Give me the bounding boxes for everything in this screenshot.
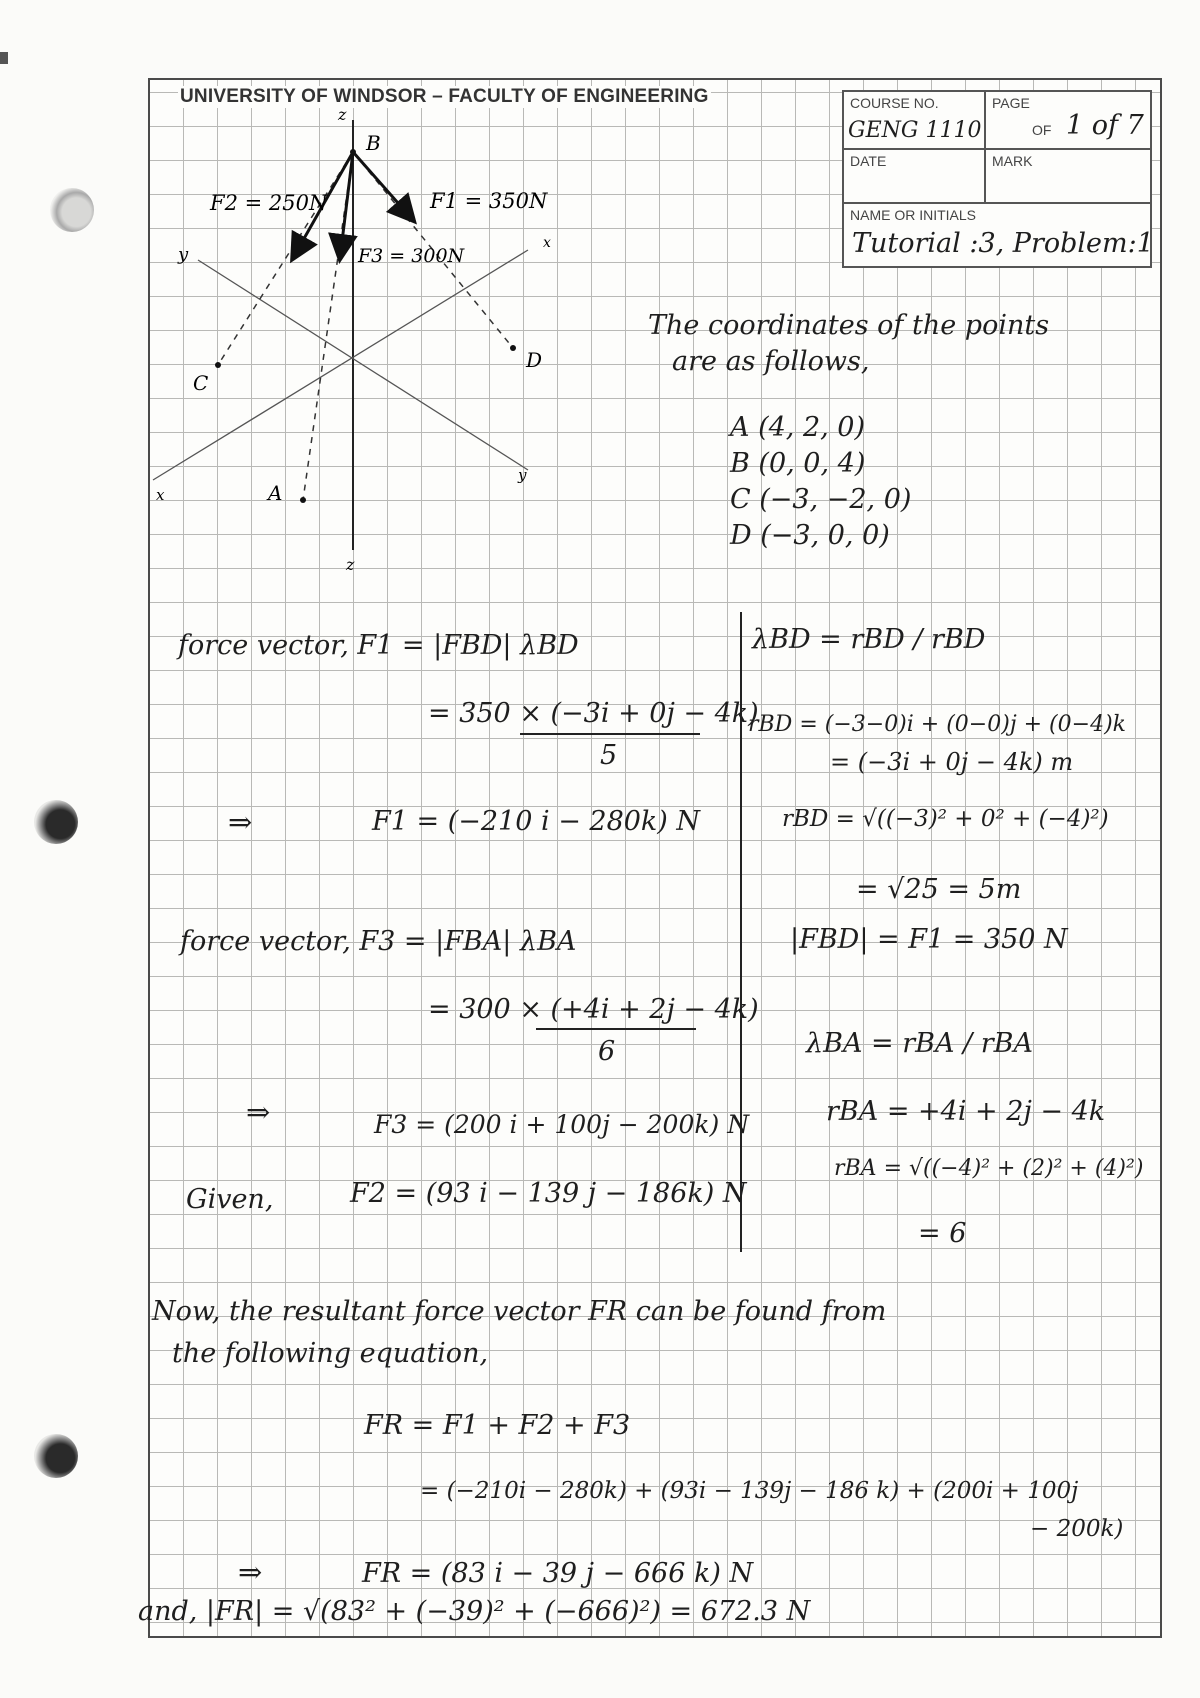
f3-denominator: 6 (598, 1036, 616, 1067)
f3-fraction-bar (536, 1028, 696, 1030)
f2-given: F2 = (93 i − 139 j − 186k) N (350, 1178, 747, 1209)
f1-definition: force vector, F1 = |FBD| λBD (178, 630, 579, 661)
bc-dashed (218, 152, 353, 365)
resultant-substitution: = (−210i − 280k) + (93i − 139j − 186 k) + (200i + 100j (420, 1478, 1079, 1504)
x-axis-line (198, 260, 528, 470)
page-of-label: OF (1032, 122, 1052, 138)
university-header: UNIVERSITY OF WINDSOR – FACULTY OF ENGINEERING (180, 86, 709, 107)
label-b: B (366, 131, 381, 155)
axis-x-right: x (543, 235, 551, 251)
page-label: PAGE (992, 95, 1030, 111)
r-bd-magnitude-value: = √25 = 5m (856, 874, 1022, 905)
label-d: D (526, 348, 543, 372)
f1-fraction-bar (520, 733, 700, 735)
given-label: Given, (186, 1184, 274, 1215)
course-value: GENG 1110 (848, 118, 982, 143)
punch-hole-top (50, 188, 94, 232)
f3-result: F3 = (200 i + 100j − 200k) N (374, 1110, 750, 1139)
r-ba-vector: rBA = +4i + 2j − 4k (826, 1096, 1106, 1127)
axis-z-top: z (338, 105, 347, 124)
resultant-intro-1: Now, the resultant force vector FR can be found from (152, 1296, 887, 1327)
coord-a: A (4, 2, 0) (730, 412, 866, 443)
label-c: C (193, 371, 209, 395)
label-f2: F2 = 250N (210, 191, 328, 215)
course-label: COURSE NO. (850, 95, 939, 111)
f1-expression: = 350 × (−3i + 0j − 4k) (428, 698, 759, 729)
course-box (842, 90, 988, 152)
name-box (842, 202, 1152, 268)
page-box (984, 90, 1152, 152)
resultant-equation: FR = F1 + F2 + F3 (364, 1410, 631, 1441)
f1-result: F1 = (−210 i − 280k) N (372, 806, 701, 837)
label-f1: F1 = 350N (430, 189, 548, 213)
point-a-dot (300, 497, 306, 503)
axis-z-bottom: z (346, 555, 355, 574)
resultant-vector: FR = (83 i − 39 j − 666 k) N (362, 1558, 754, 1589)
point-d-dot (510, 345, 516, 351)
f-bd-magnitude: |FBD| = F1 = 350 N (790, 924, 1068, 955)
coords-intro-1: The coordinates of the points (648, 310, 1050, 341)
r-ba-magnitude: rBA = √((−4)² + (2)² + (4)²) (834, 1156, 1144, 1181)
resultant-magnitude: and, |FR| = √(83² + (−39)² + (−666)²) = 672.3 N (138, 1596, 811, 1627)
r-bd-magnitude: rBD = √((−3)² + 0² + (−4)²) (782, 806, 1109, 832)
force-diagram (148, 80, 588, 600)
r-ba-magnitude-value: = 6 (918, 1218, 967, 1249)
mark-label: MARK (992, 153, 1033, 169)
coord-d: D (−3, 0, 0) (730, 520, 890, 551)
name-value: Tutorial :3, Problem:1 (852, 228, 1154, 259)
f1-arrow (353, 152, 413, 220)
page-value: 1 of 7 (1066, 110, 1144, 141)
lambda-bd: λBD = rBD / rBD (752, 624, 986, 655)
label-a: A (268, 481, 283, 505)
coord-c: C (−3, −2, 0) (730, 484, 912, 515)
label-f3: F3 = 300N (358, 245, 465, 267)
date-label: DATE (850, 153, 887, 169)
y-axis-line (153, 250, 528, 480)
coord-b: B (0, 0, 4) (730, 448, 866, 479)
mark-box (984, 148, 1152, 206)
punch-hole-bottom (34, 1434, 78, 1478)
f3-expression: = 300 × (+4i + 2j − 4k) (428, 994, 759, 1025)
coords-intro-2: are as follows, (672, 346, 870, 377)
r-bd-vector-simplified: = (−3i + 0j − 4k) m (830, 748, 1074, 776)
f1-denominator: 5 (600, 740, 618, 771)
f3-implies: ⇒ (246, 1095, 271, 1129)
f3-definition: force vector, F3 = |FBA| λBA (180, 926, 577, 957)
resultant-substitution-cont: − 200k) (1030, 1516, 1124, 1542)
axis-y-bottom: y (518, 466, 527, 484)
axis-x-left: x (156, 486, 165, 504)
date-box (842, 148, 988, 206)
punch-hole-middle (34, 800, 78, 844)
f1-implies: ⇒ (228, 805, 253, 839)
resultant-intro-2: the following equation, (172, 1338, 489, 1369)
f3-arrow (340, 152, 353, 258)
edge-mark (0, 52, 8, 64)
lambda-ba: λBA = rBA / rBA (806, 1028, 1033, 1059)
axis-y-left: y (178, 244, 189, 265)
name-label: NAME OR INITIALS (850, 207, 977, 223)
resultant-implies: ⇒ (238, 1555, 263, 1589)
point-c-dot (215, 362, 221, 368)
r-bd-vector: rBD = (−3−0)i + (0−0)j + (0−4)k (748, 712, 1126, 737)
point-b-dot (350, 149, 356, 155)
